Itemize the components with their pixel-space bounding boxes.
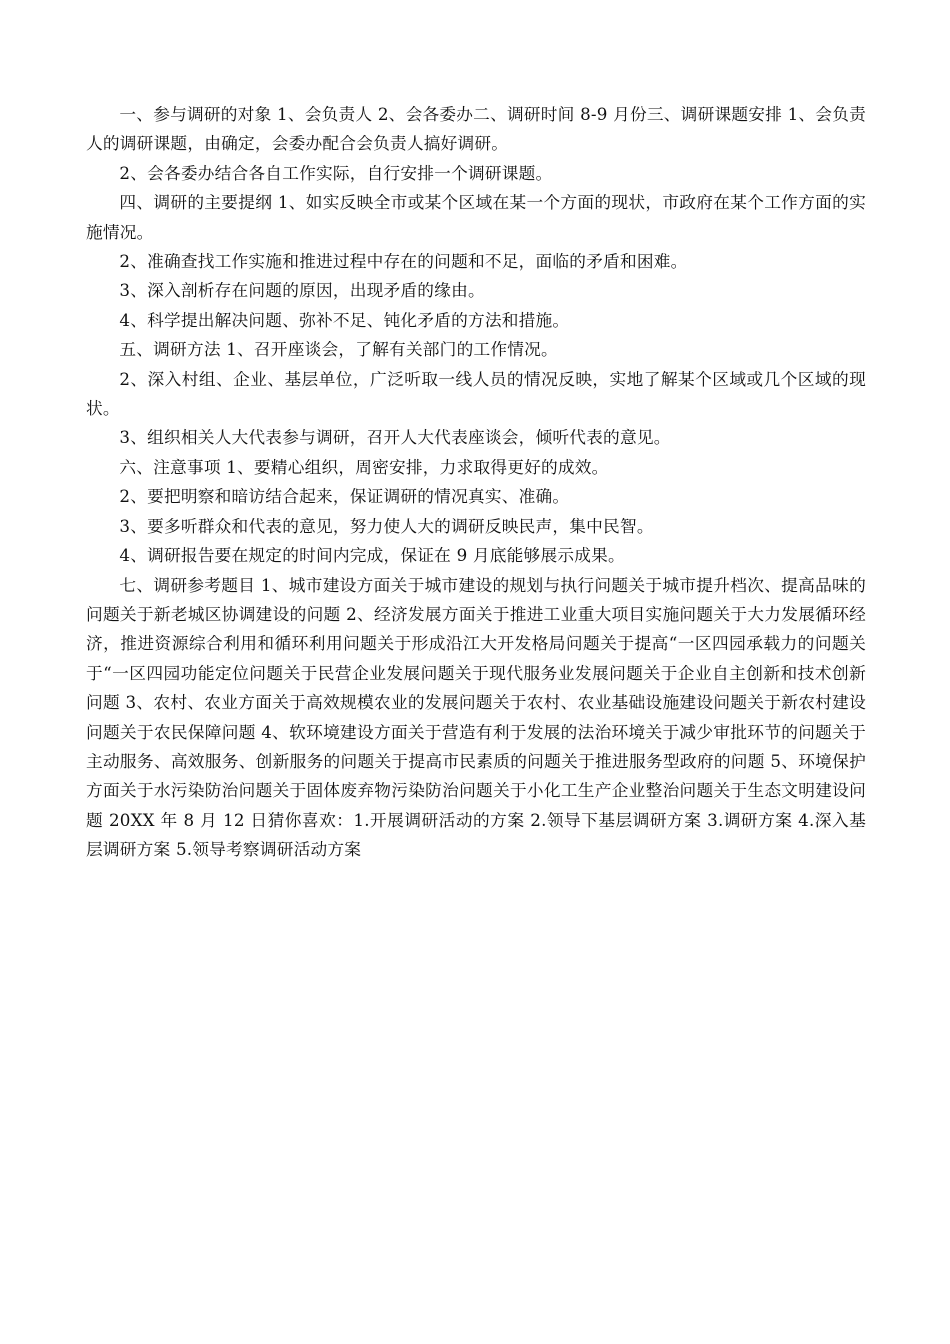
paragraph-participants: 一、参与调研的对象 1、会负责人 2、会各委办二、调研时间 8-9 月份三、调研课题安排 1、会负责人的调研课题，由确定，会委办配合会负责人搞好调研。 (86, 104, 866, 154)
paragraph-notes-4: 4、调研报告要在规定的时间内完成，保证在 9 月底能够展示成果。 (119, 545, 625, 566)
paragraph-outline: 四、调研的主要提纲 1、如实反映全市或某个区域在某一个方面的现状，市政府在某个工作方面的实施情况。 (86, 192, 866, 242)
paragraph-committee-topics: 2、会各委办结合各自工作实际，自行安排一个调研课题。 (119, 162, 553, 183)
paragraph-methods: 五、调研方法 1、召开座谈会，了解有关部门的工作情况。 (119, 339, 558, 360)
paragraph-notes-2: 2、要把明察和暗访结合起来，保证调研的情况真实、准确。 (119, 486, 570, 507)
paragraph-outline-2: 2、准确查找工作实施和推进过程中存在的问题和不足，面临的矛盾和困难。 (119, 251, 688, 272)
paragraph-methods-3: 3、组织相关人大代表参与调研，召开人大代表座谈会，倾听代表的意见。 (119, 427, 671, 448)
paragraph-outline-3: 3、深入剖析存在问题的原因，出现矛盾的缘由。 (119, 280, 485, 301)
paragraph-outline-4: 4、科学提出解决问题、弥补不足、钝化矛盾的方法和措施。 (119, 309, 570, 330)
paragraph-methods-2: 2、深入村组、企业、基层单位，广泛听取一线人员的情况反映，实地了解某个区域或几个区域的现状。 (86, 368, 866, 419)
document-body (86, 100, 866, 865)
paragraph-notes: 六、注意事项 1、要精心组织，周密安排，力求取得更好的成效。 (119, 456, 609, 477)
paragraph-notes-3: 3、要多听群众和代表的意见，努力使人大的调研反映民声，集中民智。 (119, 515, 654, 536)
paragraph-reference-topics: 七、调研参考题目 1、城市建设方面关于城市建设的规划与执行问题关于城市提升档次、提高品味的问题关于新老城区协调建设的问题 2、经济发展方面关于推进工业重大项目实施问题关于大力发展循环经济，推进资源综合利用和循环利用问题关于形成沿江大开发格局问题关于提高“一区四园承载力的问题关于“一区四园功能定位问题关于民营企业发展问题关于现代服务业发展问题关于企业自主创新和技术创新问题 3、农村、农业方面关于高效规模农业的发展问题关于农村、农业基础设施建设问题关于新农村建设问题关于农民保障问题 4、软环境建设方面关于营造有利于发展的法治环境关于减少审批环节的问题关于主动服务、高效服务、创新服务的问题关于提高市民素质的问题关于推进服务型政府的问题 5、环境保护方面关于水污染防治问题关于固体废弃物污染防治问题关于小化工生产企业整治问题关于生态文明建设问题 20XX 年 8 月 12 日猜你喜欢：1.开展调研活动的方案 2.领导下基层调研方案 3.调研方案 4.深入基层调研方案 5.领导考察调研活动方案 (86, 574, 866, 860)
